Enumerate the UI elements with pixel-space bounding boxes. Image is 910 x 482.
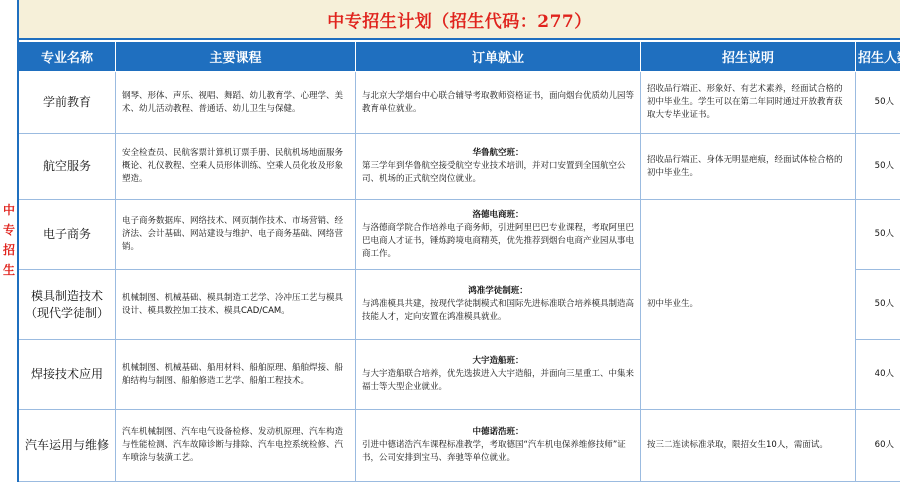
header-order-employment: 订单就业 [356,42,641,72]
row-count: 50人 [856,72,900,134]
header-courses: 主要课程 [116,42,356,72]
header-count: 招生人数 [856,42,900,72]
row-name: 焊接技术应用 [19,340,116,410]
row-note: 按三二连读标准录取，限招女生10人，需面试。 [641,410,856,482]
order-text: 第三学年到华鲁航空接受航空专业技术培训，并对口安置到全国航空公司、机场的正式航空岗位就业。 [362,161,626,184]
enrollment-table [19,42,910,482]
order-class-title: 中德诺浩班： [472,427,524,437]
row-order [356,72,641,134]
left-rail [0,0,19,482]
row-name: 模具制造技术 （现代学徒制） [19,270,116,340]
order-text: 引进中德诺浩汽车课程标准教学，考取德国“汽车机电保养维修技师”证书，公司安排到宝马、奔驰等单位就业。 [362,440,626,463]
row-name: 航空服务 [19,134,116,200]
order-text: 与洛德商学院合作培养电子商务师，引进阿里巴巴专业课程，考取阿里巴巴电商人才证书，锤炼跨境电商精英，优先推荐到烟台电商产业园从事电商工作。 [362,222,635,259]
row-count: 50人 [856,134,900,200]
row-courses: 机械制图、机械基础、船用材料、船舶原理、船舶焊接、船舶结构与制图、船舶修造工艺学、船舶工程技术。 [116,340,356,410]
order-text: 与鸿准模具共建，按现代学徒制模式和国际先进标准联合培养模具制造高技能人才，定向安置在鸿准模具就业。 [362,299,635,322]
row-name: 汽车运用与维修 [19,410,116,482]
header-notes: 招生说明 [641,42,856,72]
side-label: 中专招生 [2,203,15,277]
order-text: 与大宇造船联合培养，优先选拔进入大宇造船，并面向三星重工、中集来福士等大型企业就业。 [362,369,635,392]
row-courses: 钢琴、形体、声乐、视唱、舞蹈、幼儿教育学、心理学、美术、幼儿活动教程、普通话、幼儿卫生与保健。 [116,72,356,134]
header-major: 专业名称 [19,42,116,72]
row-order [356,200,641,270]
merged-note: 初中毕业生。 [641,200,856,410]
row-count: 50人 [856,270,900,340]
row-order [356,410,641,482]
title-band [19,0,900,40]
order-class-title: 鸿准学徒制班： [468,286,528,296]
row-order [356,134,641,200]
row-courses: 电子商务数据库、网络技术、网页制作技术、市场营销、经济法、会计基础、网站建设与维护、电子商务基础、网络营销。 [116,200,356,270]
row-count: 40人 [856,340,900,410]
row-courses: 安全检查员、民航客票计算机订票手册、民航机场地面服务概论、礼仪教程、空乘人员形体训练、空乘人员化妆及形象塑造。 [116,134,356,200]
row-courses: 机械制图、机械基础、模具制造工艺学、冷冲压工艺与模具设计、模具数控加工技术、模具CAD/CAM。 [116,270,356,340]
row-count: 60人 [856,410,900,482]
row-name: 电子商务 [19,200,116,270]
row-name: 学前教育 [19,72,116,134]
order-text: 与北京大学烟台中心联合辅导考取教师资格证书，面向烟台优质幼儿园等教育单位就业。 [362,90,635,114]
order-class-title: 大宇造船班： [472,356,524,366]
row-note: 招收品行端正、形象好、有艺术素养，经面试合格的初中毕业生。学生可以在第二年同时通过开放教育获取大专毕业证书。 [641,72,856,134]
row-order [356,340,641,410]
page-title: 中专招生计划（招生代码：277） [327,11,592,32]
row-count: 50人 [856,200,900,270]
order-class-title: 华鲁航空班： [472,148,524,158]
order-class-title: 洛德电商班： [472,209,524,220]
row-note: 招收品行端正、身体无明显疤痕，经面试体检合格的初中毕业生。 [641,134,856,200]
row-order [356,270,641,340]
row-courses: 汽车机械制图、汽车电气设备检修、发动机原理、汽车构造与性能检测、汽车故障诊断与排除、汽车电控系统检修、汽车喷涂与装潢工艺。 [116,410,356,482]
